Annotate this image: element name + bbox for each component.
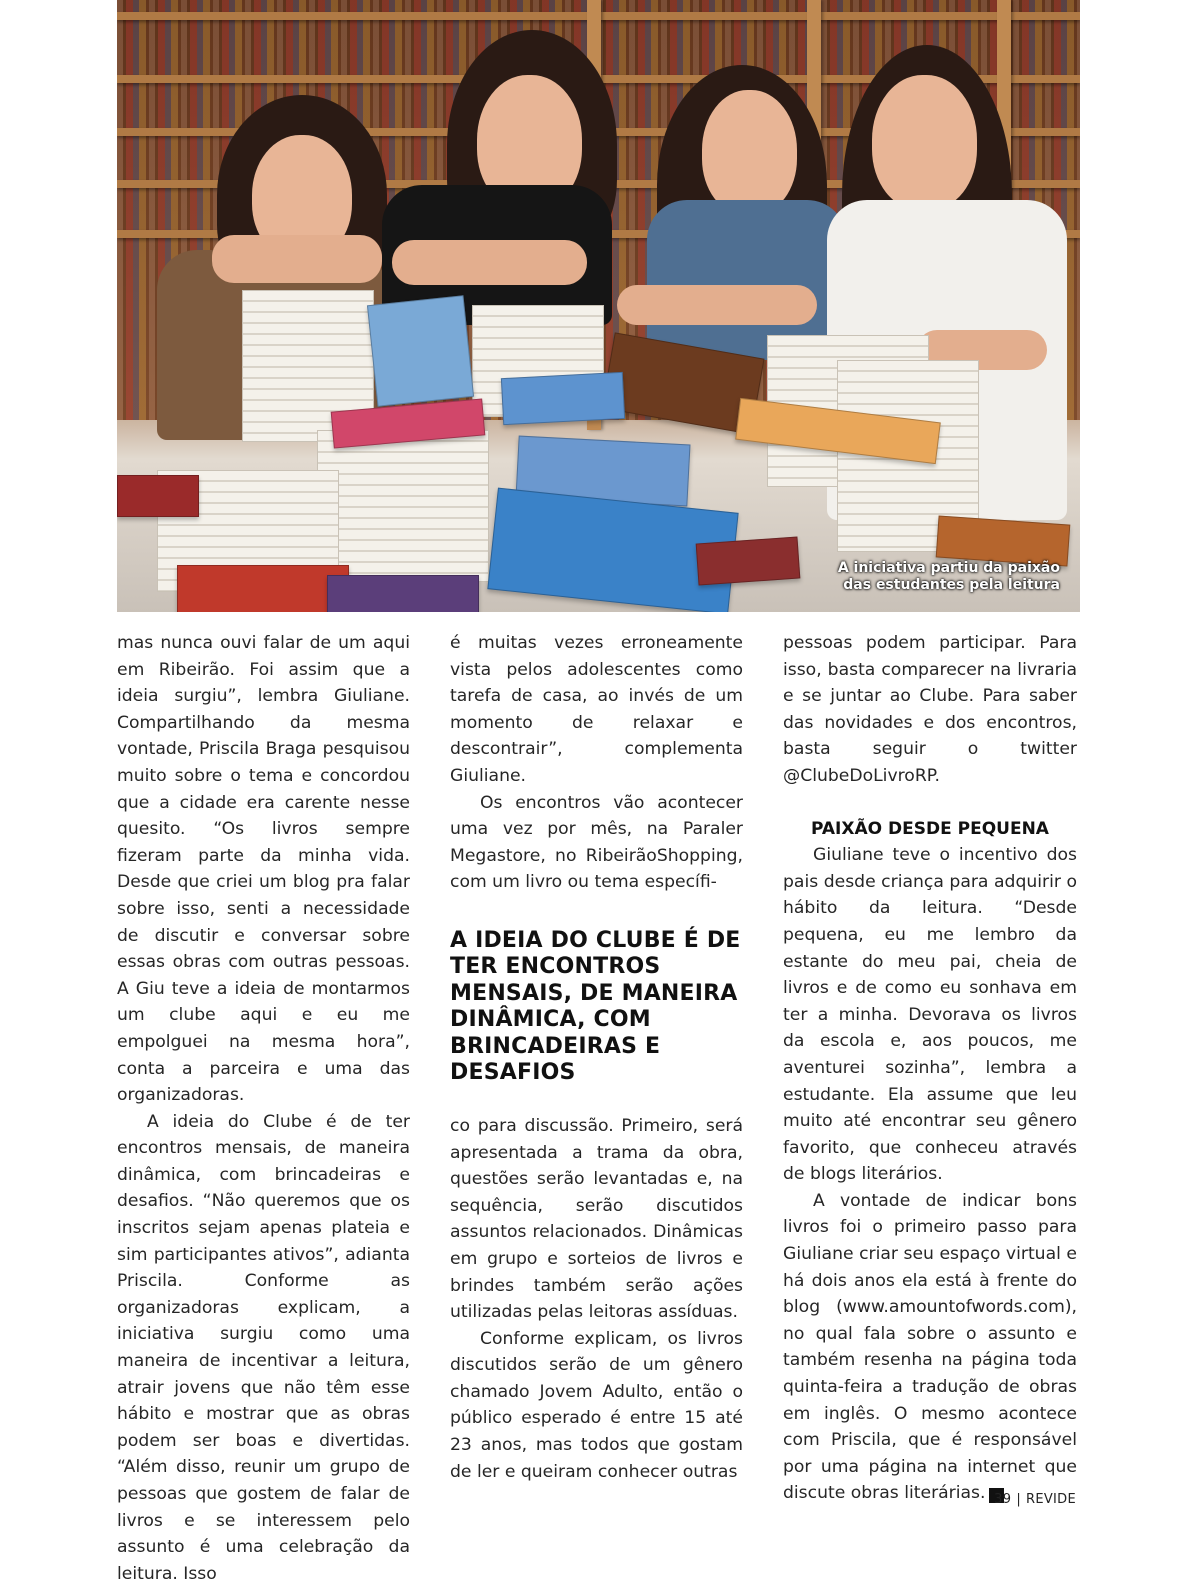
paragraph: é muitas vezes erroneamente vista pelos adolescentes como tarefa de casa, ao invés de um momento de relaxar e descontrair”, complementa Giuliane. <box>450 633 743 786</box>
pull-quote: A IDEIA DO CLUBE É DE TER ENCONTROS MENSAIS, DE MANEIRA DINÂMICA, COM BRINCADEIRAS E DESAFIOS <box>450 927 741 1086</box>
page-folio <box>994 1492 1076 1507</box>
end-of-article-mark: r <box>989 1488 1004 1503</box>
magazine-name: REVIDE <box>1026 1492 1076 1507</box>
paragraph: A ideia do Clube é de ter encontros mensais, de maneira dinâmica, com brincadeiras e desafios. “Não queremos que os inscritos sejam apenas plateia e sim participantes ativos”, adianta Priscila. Conforme as organizadoras explicam, a iniciativa surgiu como uma maneira de incentivar a leitura, atrair jovens que não têm esse hábito e mostrar que as obras podem ser boas e divertidas. “Além disso, reunir um grupo de pessoas que gostem de falar de livros e se interessem pelo assunto é uma celebração da leitura. Isso <box>117 1111 410 1584</box>
folio-separator: | <box>1016 1492 1021 1507</box>
photo-caption <box>830 560 1060 594</box>
caption-line-2: das estudantes pela leitura <box>843 577 1060 593</box>
article-column-2 <box>450 630 743 1485</box>
paragraph: mas nunca ouvi falar de um aqui em Ribeirão. Foi assim que a ideia surgiu”, lembra Giuliane. Compartilhando da mesma vontade, Priscila Braga pesquisou muito sobre o tema e concordou que a cidade era carente nesse quesito. “Os livros sempre fizeram parte da minha vida. Desde que criei um blog pra falar sobre isso, senti a necessidade de discutir e conversar sobre essas obras com outras pessoas. A Giu teve a ideia de montarmos um clube aqui e eu me empolguei na mesma hora”, conta a parceira e uma das organizadoras. <box>117 633 410 1106</box>
paragraph <box>783 1188 1077 1507</box>
paragraph-text: A vontade de indicar bons livros foi o primeiro passo para Giuliane criar seu espaço virtual e há dois anos ela está à frente do blog (www.amountofwords.com), no qual fala sobre o assunto e também resenha na página toda quinta-feira a tradução de obras em inglês. O mesmo acontece com Priscila, que é responsável por uma página na internet que discute obras literárias. <box>783 1190 1077 1504</box>
section-subhead: PAIXÃO DESDE PEQUENA <box>811 818 1049 839</box>
article-column-1 <box>117 630 410 1587</box>
paragraph: Giuliane teve o incentivo dos pais desde criança para adquirir o hábito da leitura. “Desde pequena, eu me lembro da estante do meu pai, cheia de livros e de como eu sonhava em ter a minha. Devorava os livros da escola e, aos poucos, me aventurei sozinha”, lembra a estudante. Ela assume que leu muito até encontrar seu gênero favorito, que conheceu através de blogs literários. <box>783 845 1077 1185</box>
paragraph: Os encontros vão acontecer uma vez por mês, na Paraler Megastore, no RibeirãoShopping, com um livro ou tema específi- <box>450 792 743 893</box>
article-photo <box>117 0 1080 612</box>
paragraph: Conforme explicam, os livros discutidos serão de um gênero chamado Jovem Adulto, então o público esperado é entre 15 até 23 anos, mas todos que gostam de ler e queiram conhecer outras <box>450 1328 743 1482</box>
caption-line-1: A iniciativa partiu da paixão <box>837 560 1060 576</box>
paragraph: co para discussão. Primeiro, será apresentada a trama da obra, questões serão levantadas e, na sequência, serão discutidos assuntos relacionados. Dinâmicas em grupo e sorteios de livros e brindes também serão ações utilizadas pelas leitoras assíduas. <box>450 1115 743 1323</box>
article-column-3 <box>783 630 1077 1507</box>
paragraph: pessoas podem participar. Para isso, basta comparecer na livraria e se juntar ao Clube. Para saber das novidades e dos encontros, basta seguir o twitter @ClubeDoLivroRP. <box>783 633 1077 786</box>
page-number: 39 <box>994 1492 1012 1507</box>
